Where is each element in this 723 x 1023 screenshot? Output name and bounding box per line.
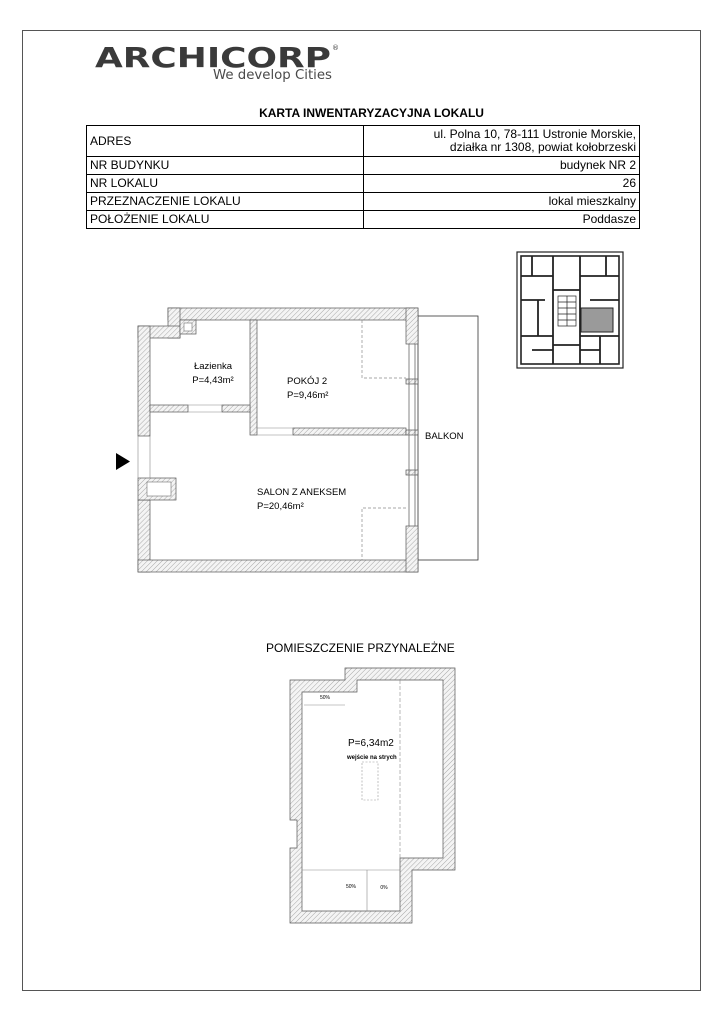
annex-area: P=6,34m2 bbox=[348, 738, 394, 749]
annex-title: POMIESZCZENIE PRZYNALEŻNE bbox=[266, 641, 455, 655]
row-label: NR LOKALU bbox=[87, 175, 364, 193]
wall-bathroom-bottom-right bbox=[222, 405, 250, 412]
duct-inner bbox=[184, 323, 192, 331]
height-label: 0% bbox=[380, 885, 388, 891]
row-value: lokal mieszkalny bbox=[364, 193, 640, 211]
apartment-floor-plan bbox=[110, 300, 485, 580]
triangle-arrow-right-icon bbox=[116, 453, 130, 470]
walls bbox=[138, 308, 418, 572]
logo-tagline: We develop Cities bbox=[213, 68, 333, 83]
document-title: KARTA INWENTARYZACYJNA LOKALU bbox=[259, 106, 484, 120]
annex-note: wejście na strych bbox=[347, 755, 397, 761]
room-area-bathroom: P=4,43m² bbox=[192, 375, 234, 386]
row-value: budynek NR 2 bbox=[364, 157, 640, 175]
bedroom-door-opening bbox=[257, 428, 293, 435]
building-key-plan bbox=[513, 248, 627, 372]
window-mullion bbox=[406, 379, 418, 384]
niche-inner bbox=[147, 482, 171, 496]
row-label: POŁOŻENIE LOKALU bbox=[87, 211, 364, 229]
logo-registered-mark: ® bbox=[332, 44, 339, 52]
stair-steps bbox=[558, 296, 576, 326]
window-mullion bbox=[406, 430, 418, 435]
ceiling-line-living bbox=[362, 508, 406, 560]
bathroom-door-opening bbox=[188, 405, 222, 412]
height-label: 50% bbox=[345, 884, 357, 890]
wall-bathroom-bedroom bbox=[250, 320, 257, 435]
wall-bedroom-bottom bbox=[293, 428, 406, 435]
attic-hatch-outline bbox=[362, 762, 378, 800]
table-row bbox=[87, 175, 640, 193]
wall-bathroom-bottom-left bbox=[150, 405, 188, 412]
room-name-balcony: BALKON bbox=[425, 431, 464, 442]
key-plan-wall bbox=[532, 256, 606, 276]
table-row bbox=[87, 193, 640, 211]
entrance-opening bbox=[138, 436, 150, 478]
row-value: Poddasze bbox=[364, 211, 640, 229]
annex-zone-lines bbox=[302, 680, 400, 911]
logo-wordmark: ARCHICORP bbox=[95, 41, 331, 74]
row-value bbox=[364, 126, 640, 157]
room-area-bedroom: P=9,46m² bbox=[287, 390, 329, 401]
wall-bottom bbox=[138, 560, 418, 572]
table-row bbox=[87, 157, 640, 175]
table-row bbox=[87, 126, 640, 157]
annex-walls bbox=[290, 668, 455, 923]
table-row bbox=[87, 211, 640, 229]
room-name-living: SALON Z ANEKSEM bbox=[257, 487, 347, 498]
archicorp-logo bbox=[90, 38, 340, 84]
row-label: PRZEZNACZENIE LOKALU bbox=[87, 193, 364, 211]
info-table bbox=[86, 125, 640, 229]
height-label: 50% bbox=[319, 695, 331, 701]
wall-right-lower bbox=[406, 526, 418, 572]
sloped-ceiling-lines bbox=[362, 320, 406, 560]
key-plan-stairs bbox=[558, 296, 576, 326]
address-line: ul. Polna 10, 78-111 Ustronie Morskie, bbox=[433, 127, 636, 141]
row-label: ADRES bbox=[87, 126, 364, 157]
room-name-bathroom: Łazienka bbox=[193, 361, 233, 372]
annex-floor-plan bbox=[282, 660, 462, 932]
room-area-living: P=20,46m² bbox=[257, 501, 304, 512]
room-name-bedroom: POKÓJ 2 bbox=[287, 376, 328, 387]
key-plan-highlighted-unit bbox=[581, 308, 613, 332]
address-line: działka nr 1308, powiat kołobrzeski bbox=[449, 140, 636, 154]
window-mullion bbox=[406, 470, 418, 475]
row-value: 26 bbox=[364, 175, 640, 193]
wall-top bbox=[168, 308, 418, 320]
wall-left-upper bbox=[138, 326, 150, 436]
wall-right-upper bbox=[406, 308, 418, 344]
ceiling-line-bedroom bbox=[362, 320, 406, 378]
row-label: NR BUDYNKU bbox=[87, 157, 364, 175]
